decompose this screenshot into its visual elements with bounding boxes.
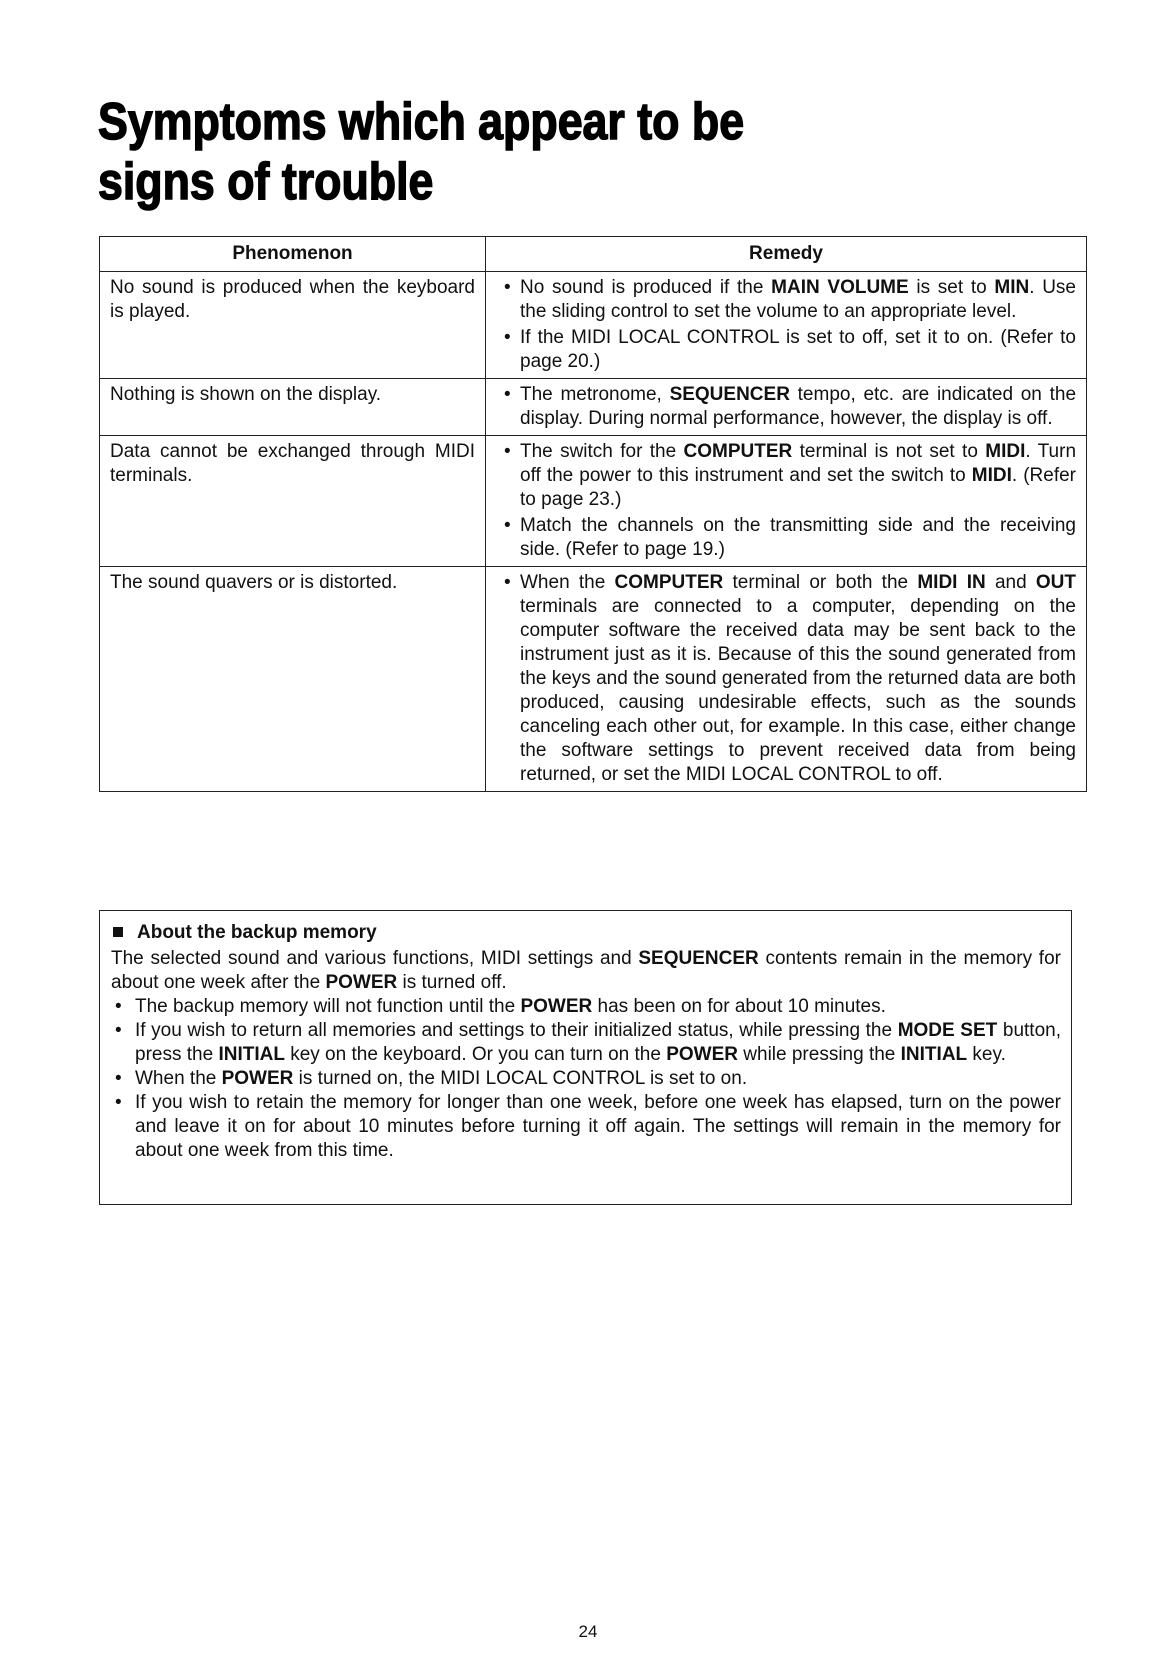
header-phenomenon: Phenomenon [100, 237, 486, 272]
bullet-icon: • [504, 441, 511, 462]
bold-term: OUT [1035, 572, 1076, 593]
bold-term: MIDI [971, 465, 1012, 486]
header-remedy: Remedy [486, 237, 1087, 272]
bold-term: SEQUENCER [669, 384, 790, 405]
bold-term: MODE SET [897, 1020, 998, 1041]
remedy-item [496, 440, 1076, 512]
phenomenon-cell: No sound is produced when the keyboard is played. [100, 272, 486, 379]
bold-term: MIN [994, 277, 1030, 298]
page-title: Symptoms which appear to be signs of trouble [98, 93, 745, 211]
table-row [100, 436, 1087, 567]
table-row [100, 379, 1087, 436]
bullet-icon: • [115, 1068, 122, 1089]
remedy-item [496, 514, 1076, 562]
bold-term: INITIAL [218, 1044, 285, 1065]
bold-term: POWER [221, 1068, 294, 1089]
text-run: button, press the [135, 1020, 1061, 1065]
backup-memory-box [99, 910, 1072, 1205]
text-run: terminal is not set to [792, 441, 986, 462]
text-run: while pressing the [738, 1044, 901, 1065]
backup-bullet-item [111, 995, 1061, 1019]
bold-term: SEQUENCER [638, 948, 759, 969]
square-bullet-icon [113, 927, 123, 937]
phenomenon-cell: Data cannot be exchanged through MIDI terminals. [100, 436, 486, 567]
bold-term: POWER [520, 996, 593, 1017]
backup-heading [111, 921, 1061, 945]
backup-intro [111, 947, 1061, 995]
text-run: Match the channels on the transmitting side and the receiving side. (Refer to page 19.) [520, 515, 1076, 560]
backup-bullet-item [111, 1091, 1061, 1163]
text-run: No sound is produced if the [520, 277, 772, 298]
troubleshooting-table [99, 236, 1087, 792]
table-header-row [100, 237, 1087, 272]
text-run: When the [520, 572, 615, 593]
remedy-item [496, 383, 1076, 431]
backup-bullet-item [111, 1067, 1061, 1091]
remedy-cell [486, 567, 1087, 792]
bold-term: POWER [325, 972, 398, 993]
bullet-icon: • [504, 327, 511, 348]
bullet-icon: • [504, 515, 511, 536]
remedy-cell [486, 436, 1087, 567]
page-number: 24 [578, 1622, 598, 1641]
text-run: and [985, 572, 1036, 593]
table-row [100, 567, 1087, 792]
text-run: The backup memory will not function until the [135, 996, 521, 1017]
bullet-icon: • [115, 996, 122, 1017]
text-run: terminal or both the [723, 572, 918, 593]
text-run: is turned off. [397, 972, 507, 993]
remedy-item [496, 326, 1076, 374]
text-run: If you wish to retain the memory for longer than one week, before one week has elapsed, turn on the power and leave it on for about 10 minutes before turning it off again. The settings will remain in the memory for about one week from this time. [135, 1092, 1061, 1161]
backup-bullet-item [111, 1019, 1061, 1067]
text-run: contents remain in the memory for about one week after the [111, 948, 1061, 993]
phenomenon-cell: Nothing is shown on the display. [100, 379, 486, 436]
bullet-icon: • [115, 1092, 122, 1113]
bold-term: MAIN VOLUME [771, 277, 909, 298]
bold-term: COMPUTER [614, 572, 724, 593]
backup-bullet-list [111, 995, 1061, 1163]
bullet-icon: • [115, 1020, 122, 1041]
bold-term: MIDI [985, 441, 1026, 462]
text-run: terminals are connected to a computer, depending on the computer software the received data may be sent back to the instrument just as it is. Because of this the sound generated from the keys and the sound generated from the returned data are both produced, causing undesirable effects, such as the sounds canceling each other out, for example. In this case, either change the software settings to prevent received data from being returned, or set the MIDI LOCAL CONTROL to off. [520, 596, 1076, 785]
remedy-item [496, 571, 1076, 787]
bold-term: POWER [666, 1044, 738, 1065]
text-run: The metronome, [520, 384, 670, 405]
bullet-icon: • [504, 277, 511, 298]
text-run: When the [135, 1068, 222, 1089]
bold-term: MIDI IN [917, 572, 986, 593]
text-run: tempo, etc. are indicated on the display. During normal performance, however, the display is off. [520, 384, 1077, 429]
text-run: is set to [908, 277, 995, 298]
text-run: key. [967, 1044, 1006, 1065]
text-run: . (Refer to page 23.) [520, 465, 1076, 510]
table-row [100, 272, 1087, 379]
bold-term: INITIAL [900, 1044, 968, 1065]
table-body [100, 272, 1087, 792]
backup-heading-text: About the backup memory [137, 922, 377, 943]
text-run: key on the keyboard. Or you can turn on the [284, 1044, 667, 1065]
bullet-icon: • [504, 572, 511, 593]
bullet-icon: • [504, 384, 511, 405]
bold-term: COMPUTER [683, 441, 793, 462]
remedy-cell [486, 272, 1087, 379]
text-run: If you wish to return all memories and settings to their initialized status, while pressing the [135, 1020, 898, 1041]
text-run: has been on for about 10 minutes. [592, 996, 886, 1017]
text-run: The switch for the [520, 441, 684, 462]
text-run: If the MIDI LOCAL CONTROL is set to off, set it to on. (Refer to page 20.) [520, 327, 1076, 372]
text-run: is turned on, the MIDI LOCAL CONTROL is set to on. [293, 1068, 748, 1089]
text-run: The selected sound and various functions, MIDI settings and [111, 948, 639, 969]
text-run: . Use the sliding control to set the volume to an appropriate level. [520, 277, 1077, 322]
text-run: . Turn off the power to this instrument and set the switch to [520, 441, 1077, 486]
remedy-cell [486, 379, 1087, 436]
remedy-item [496, 276, 1076, 324]
phenomenon-cell: The sound quavers or is distorted. [100, 567, 486, 792]
